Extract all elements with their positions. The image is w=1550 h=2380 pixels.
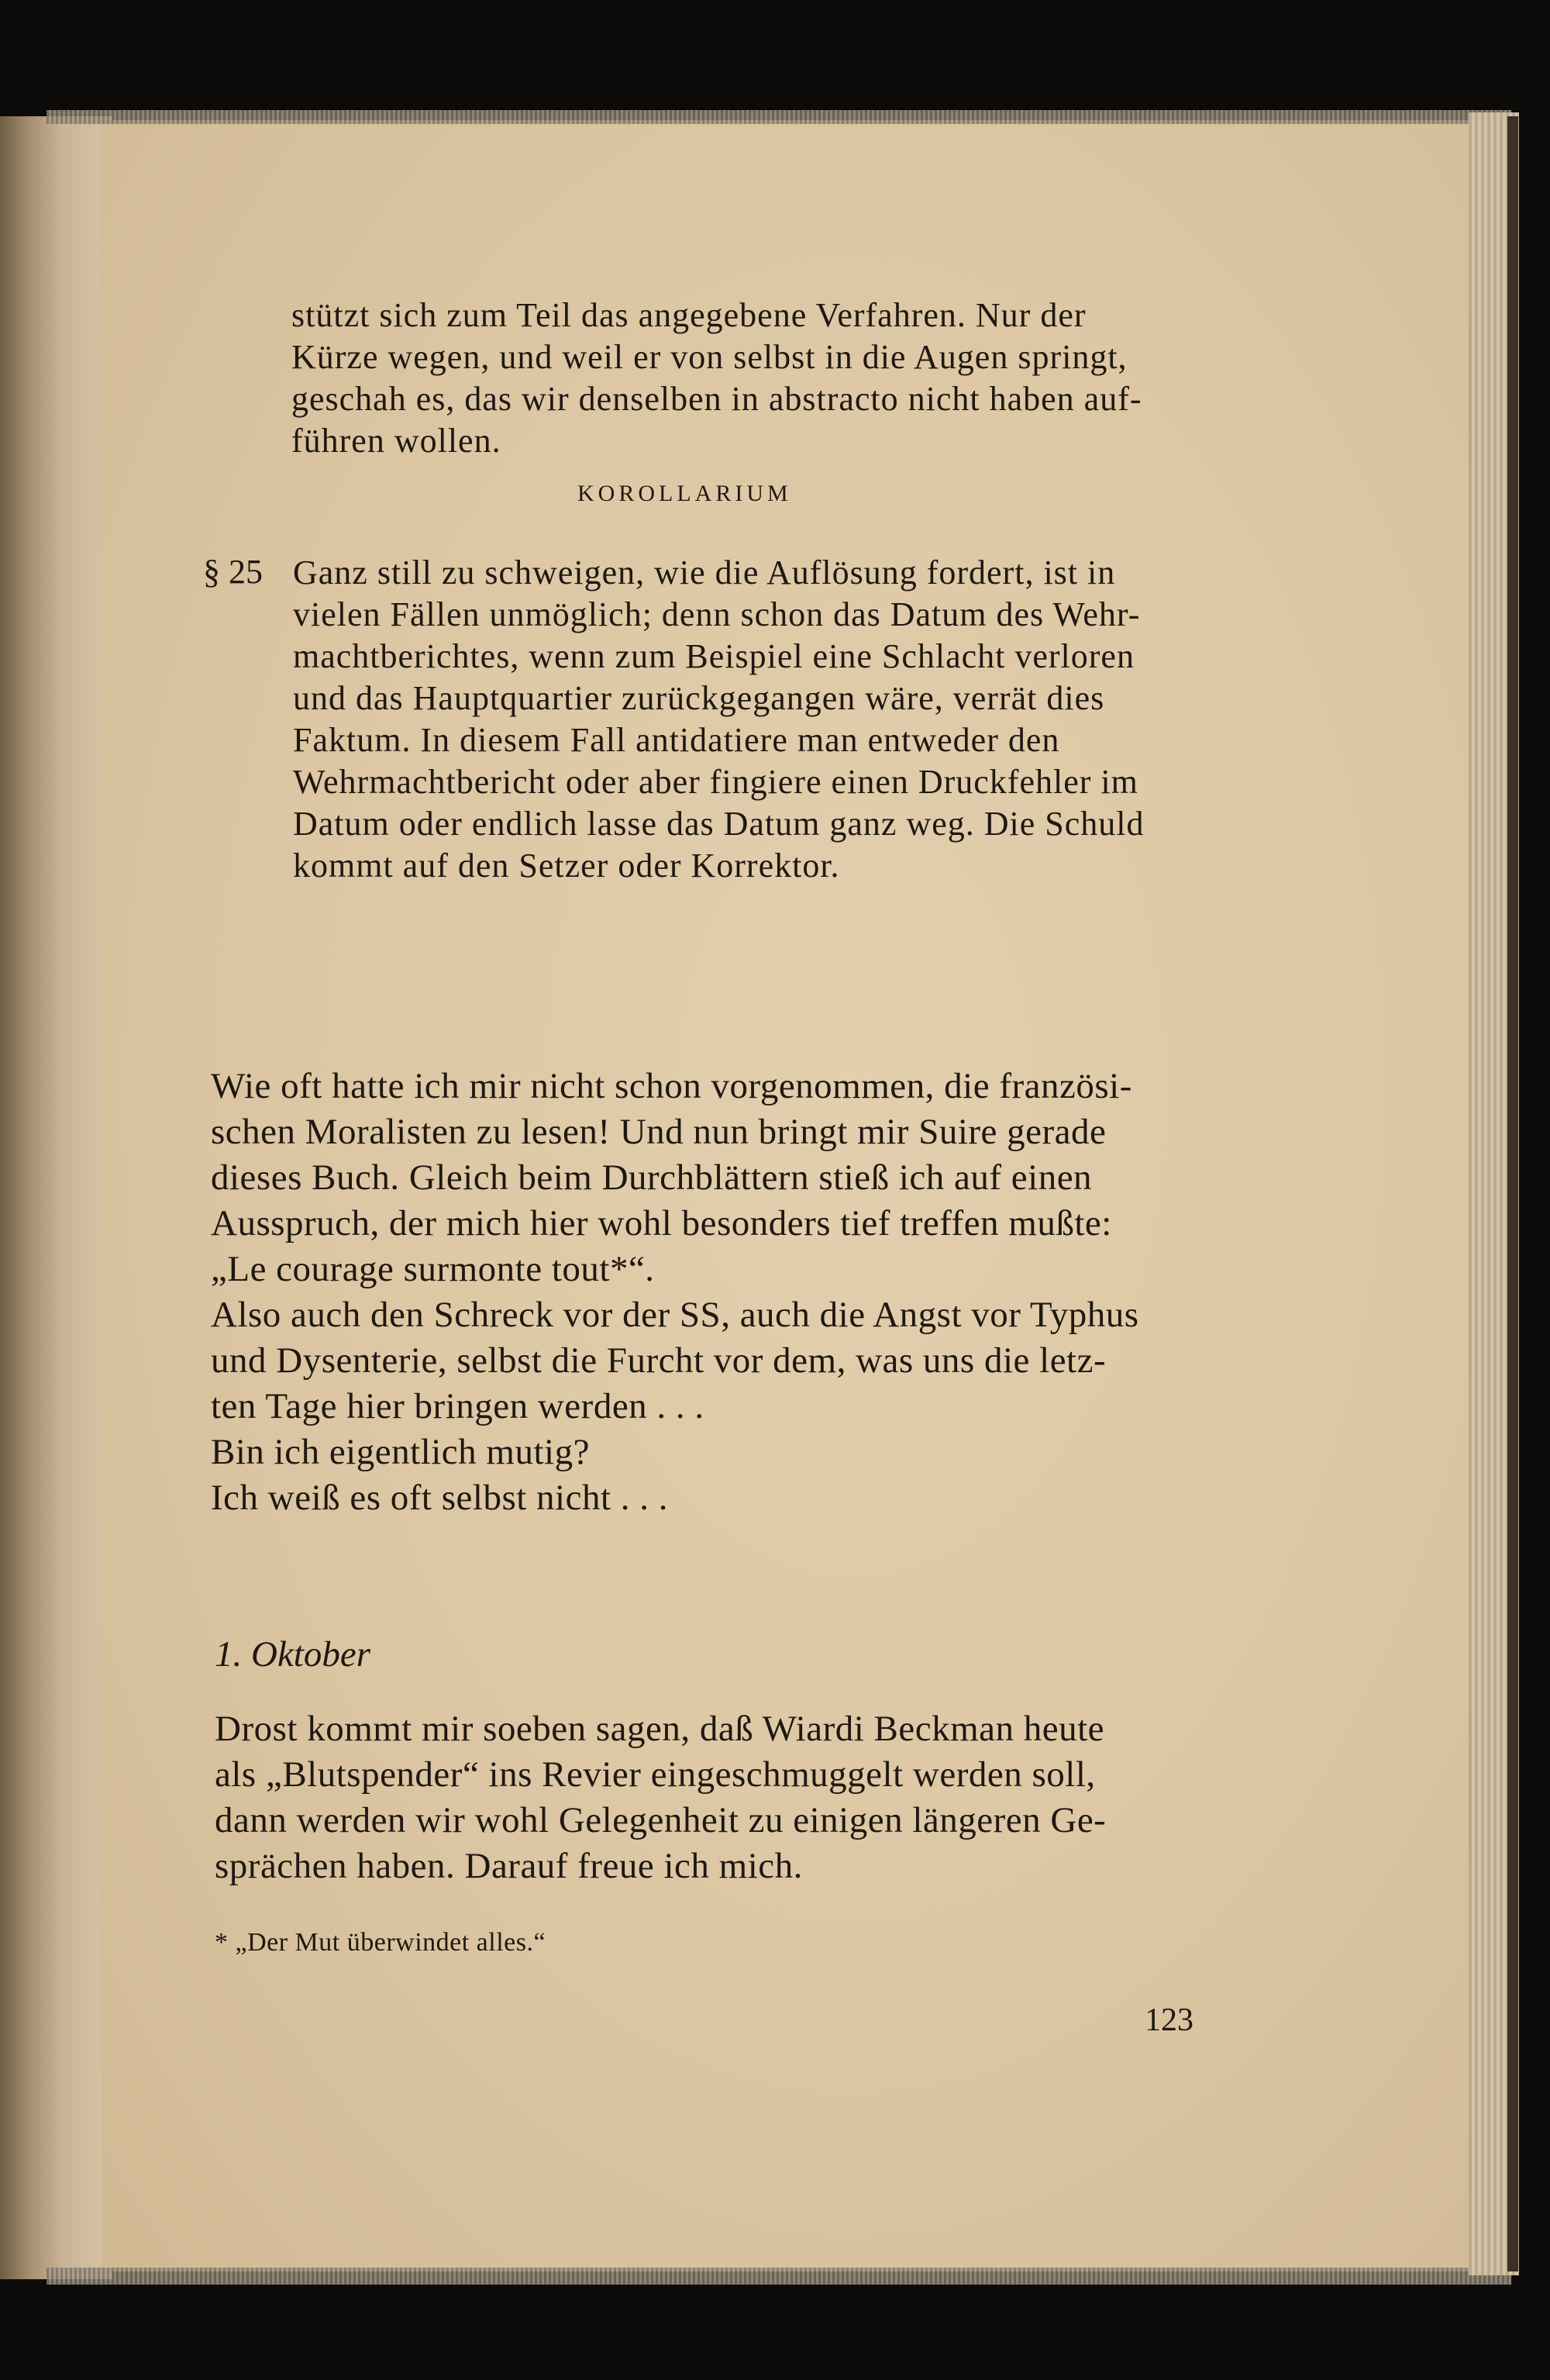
text-line: Ausspruch, der mich hier wohl besonders tief treffen mußte: [211,1203,1112,1243]
text-line: stützt sich zum Teil das angegebene Verfahren. Nur der [291,296,1087,334]
text-line: als „Blutspender“ ins Revier eingeschmuggelt werden soll, [215,1754,1096,1795]
left-page-edge [0,116,112,2279]
page-number: 123 [1145,2002,1194,2038]
passage-4 [215,1706,1106,1889]
text-line: kommt auf den Setzer oder Korrektor. [293,847,840,885]
passage-2 [293,552,1145,887]
text-line: Faktum. In diesem Fall antidatiere man entweder den [293,721,1060,759]
text-line: führen wollen. [291,422,501,460]
date-heading: 1. Oktober [215,1634,371,1675]
paragraph-number: § 25 [203,553,263,591]
text-line: dann werden wir wohl Gelegenheit zu einigen längeren Ge- [215,1800,1107,1840]
text-line: vielen Fällen unmöglich; denn schon das Datum des Wehr- [293,595,1141,633]
text-line: Bin ich eigentlich mutig? [211,1432,590,1472]
text-line: und Dysenterie, selbst die Furcht vor dem, was uns die letz- [211,1340,1107,1381]
book-cover-edge [1507,116,1518,2271]
passage-3 [211,1064,1139,1521]
text-line: geschah es, das wir denselben in abstracto nicht haben auf- [291,380,1142,418]
text-line: machtberichtes, wenn zum Beispiel eine Schlacht verloren [293,637,1135,675]
text-line: und das Hauptquartier zurückgegangen wäre, verrät dies [293,679,1105,717]
section-label: KOROLLARIUM [577,481,792,506]
passage-1 [291,295,1142,462]
text-line: „Le courage surmonte tout*“. [211,1249,655,1289]
text-line: Wie oft hatte ich mir nicht schon vorgenommen, die französi- [211,1066,1132,1106]
footnote: * „Der Mut überwindet alles.“ [215,1928,546,1957]
text-line: Drost kommt mir soeben sagen, daß Wiardi Beckman heute [215,1709,1105,1749]
text-line: dieses Buch. Gleich beim Durchblättern stieß ich auf einen [211,1157,1093,1198]
text-line: Ich weiß es oft selbst nicht . . . [211,1478,669,1518]
top-binding-strip [46,110,1511,124]
text-line: ten Tage hier bringen werden . . . [211,1386,704,1426]
text-line: Also auch den Schreck vor der SS, auch die Angst vor Typhus [211,1295,1139,1335]
text-line: schen Moralisten zu lesen! Und nun bringt mir Suire gerade [211,1112,1107,1152]
text-line: Ganz still zu schweigen, wie die Auflösung fordert, ist in [293,554,1116,592]
text-line: Wehrmachtbericht oder aber fingiere einen Druckfehler im [293,763,1138,801]
bottom-binding-strip [46,2268,1511,2285]
text-line: Datum oder endlich lasse das Datum ganz weg. Die Schuld [293,805,1145,843]
text-line: sprächen haben. Darauf freue ich mich. [215,1846,803,1886]
text-line: Kürze wegen, und weil er von selbst in die Augen springt, [291,338,1128,376]
